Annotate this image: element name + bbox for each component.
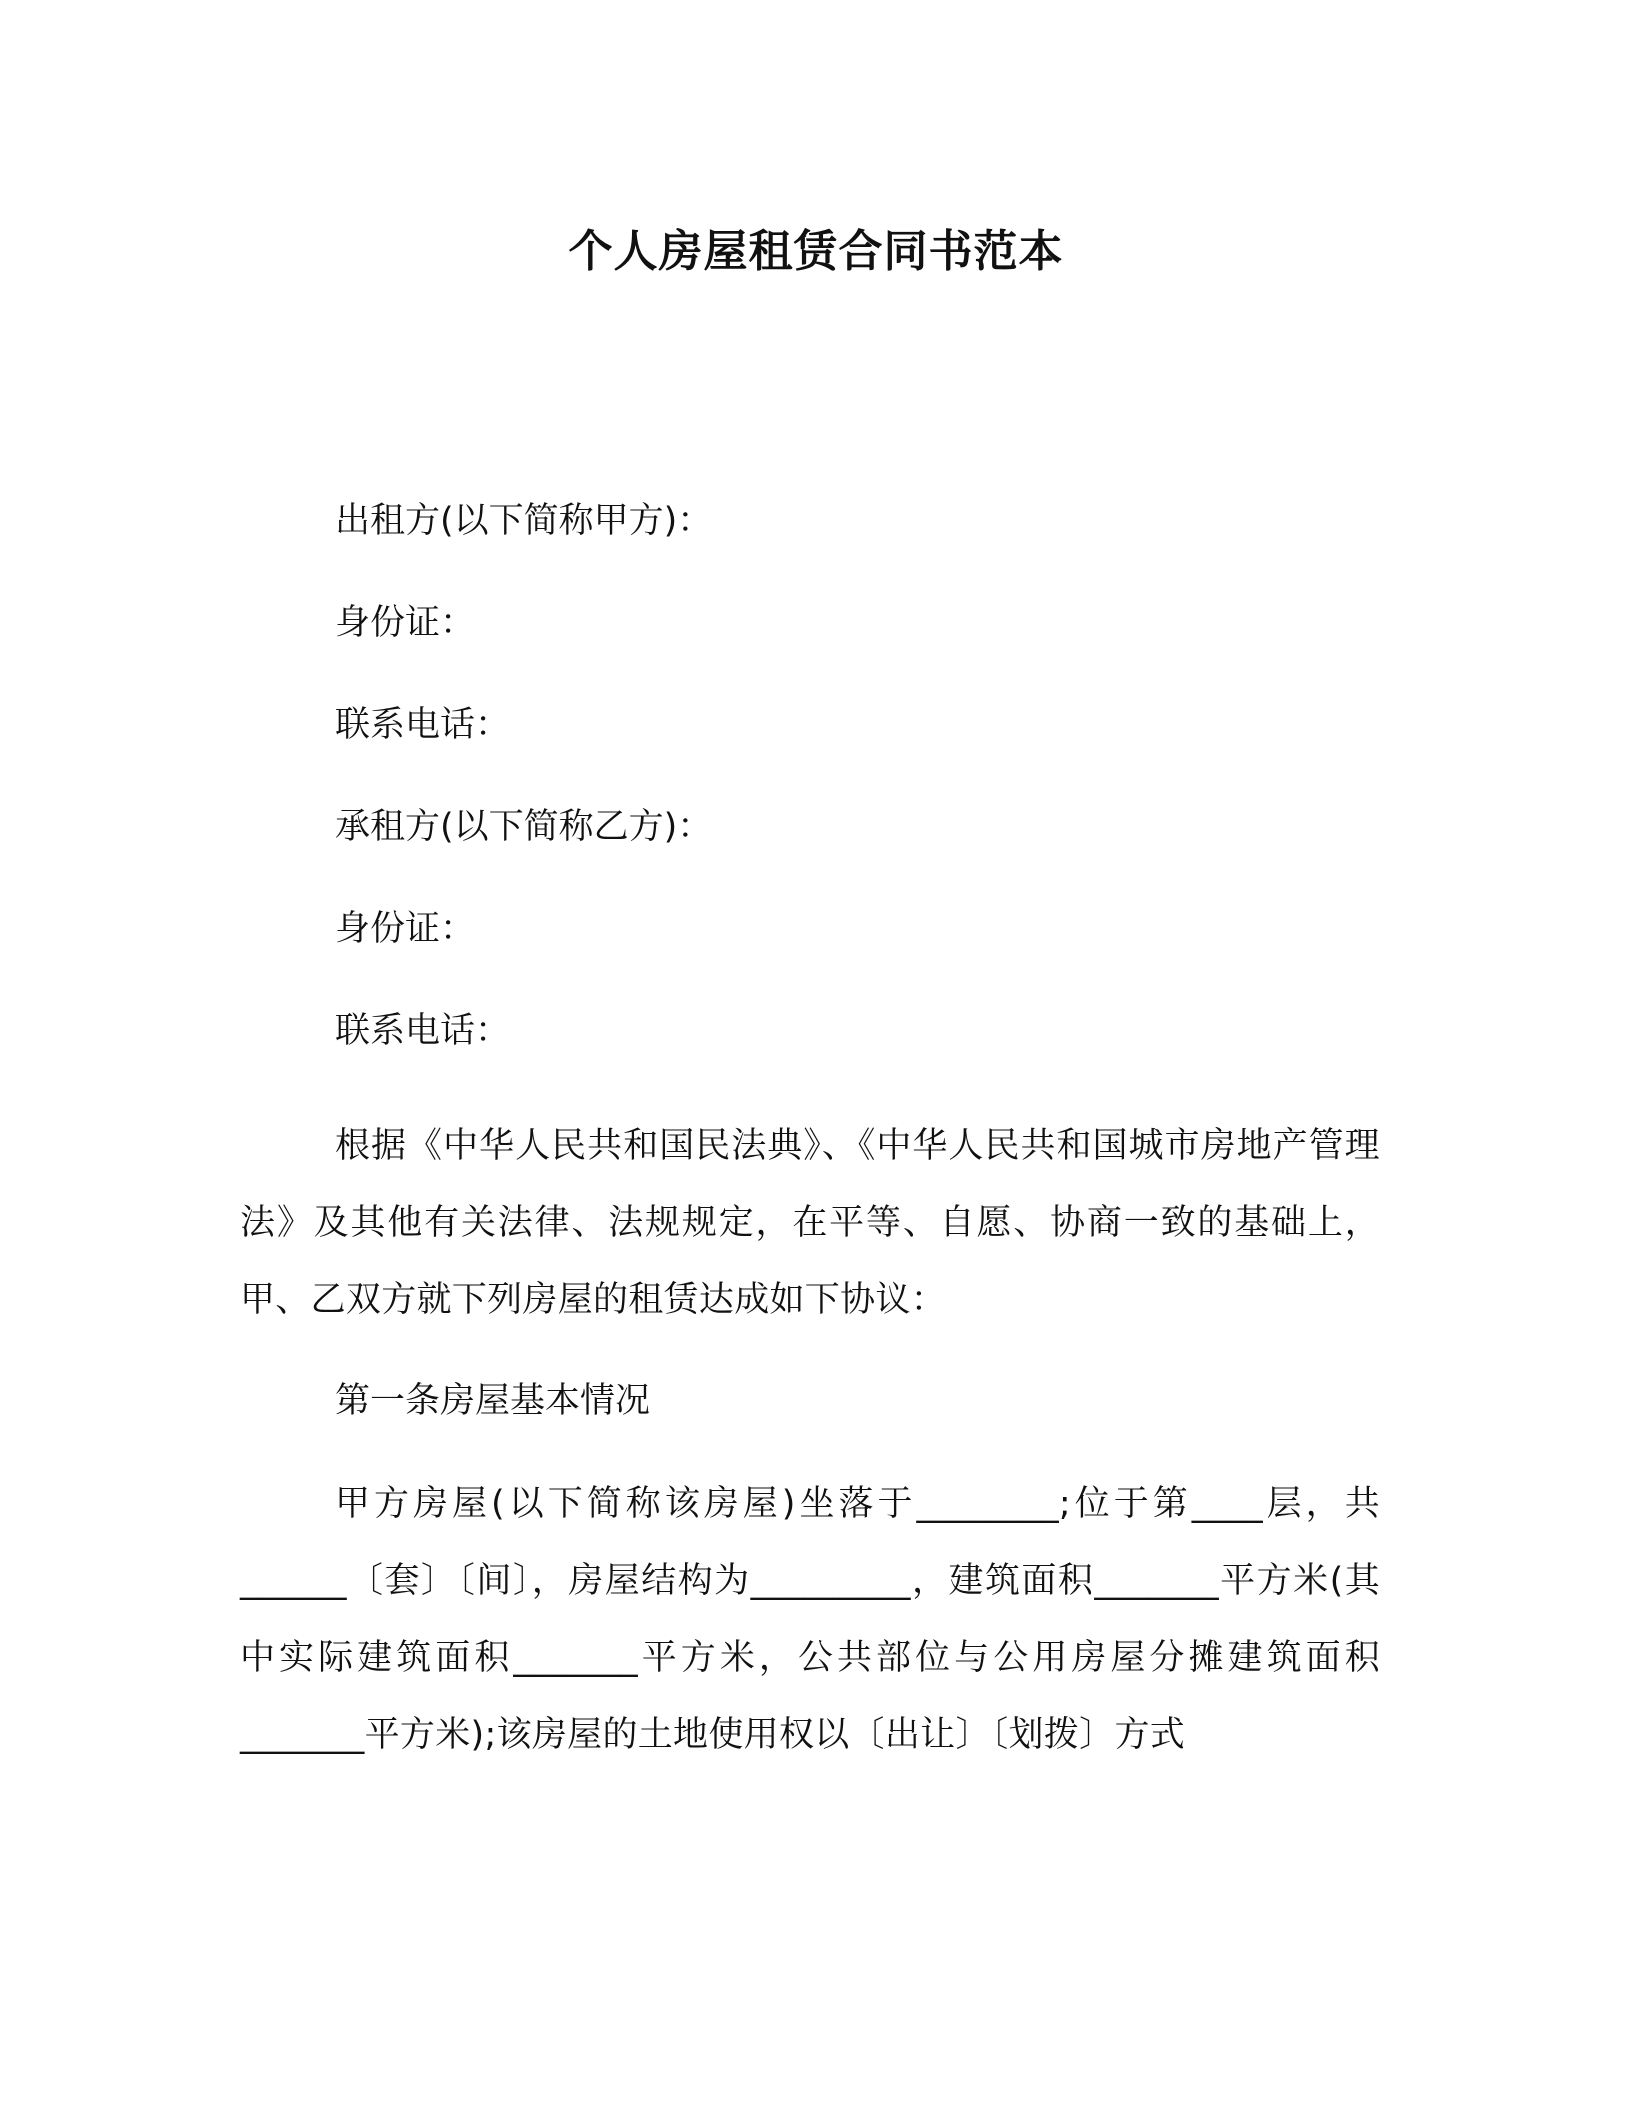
- lessor-id-field: 身份证：: [335, 603, 476, 643]
- lessee-field: 承租方(以下简称乙方)：: [335, 807, 713, 847]
- article-1-heading: 第一条房屋基本情况: [335, 1381, 651, 1421]
- document-title: 个人房屋租赁合同书范本: [568, 226, 1064, 277]
- article-1-text: 甲方房屋(以下简称该房屋)坐落于________;位于第____层，共______〔套〕〔间〕，房屋结构为_________，建筑面积_______平方米(其中实际建筑面积_______平方米，公共部位与公用房屋分摊建筑面积_______平方米);该房屋的土地使用权以〔出让〕〔划拨〕方式: [240, 1484, 1380, 1755]
- lessee-id-field: 身份证：: [335, 909, 476, 949]
- intro-paragraph: 根据《中华人民共和国民法典》、《中华人民共和国城市房地产管理法》及其他有关法律、法规规定，在平等、自愿、协商一致的基础上，甲、乙双方就下列房屋的租赁达成如下协议：: [240, 1126, 1380, 1320]
- lessor-phone-field: 联系电话：: [335, 705, 511, 745]
- lessee-phone-field: 联系电话：: [335, 1011, 511, 1051]
- lessor-field: 出租方(以下简称甲方)：: [335, 501, 713, 541]
